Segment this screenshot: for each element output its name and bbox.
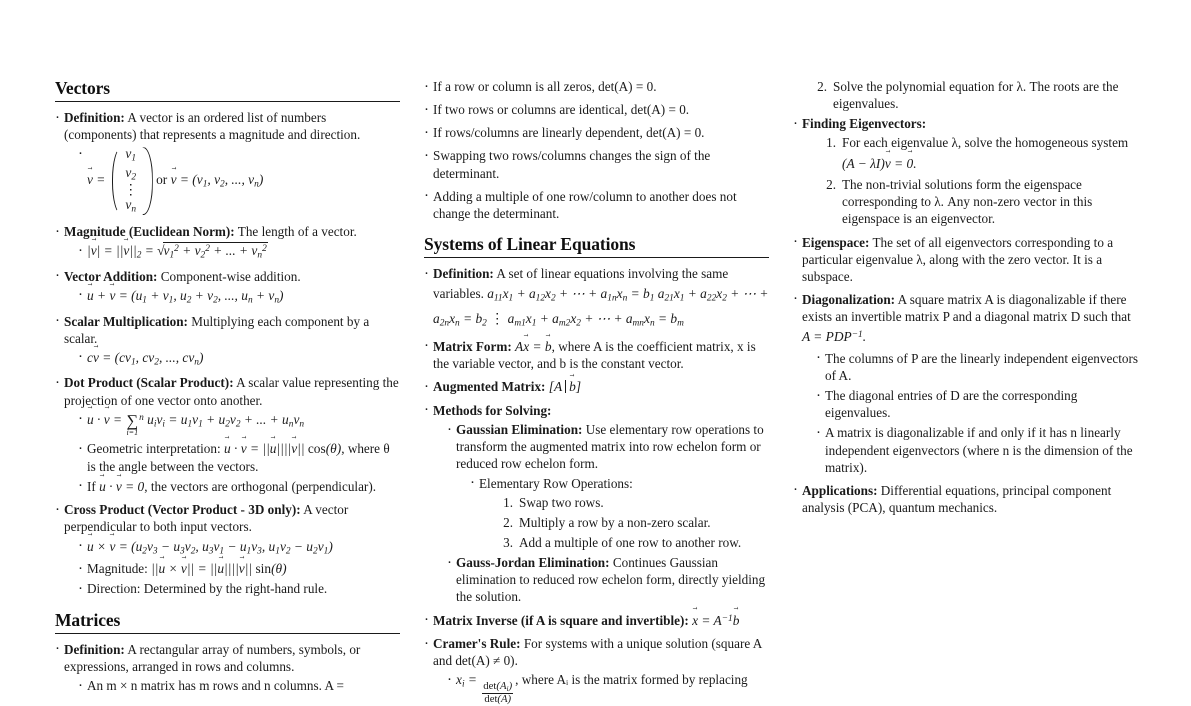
item-label: Augmented Matrix:	[433, 379, 546, 395]
math-augmented-matrix: [A b →]	[549, 379, 581, 394]
list-item-scalar-multiplication	[55, 313, 400, 369]
cramers-formula-list	[433, 671, 769, 706]
list-item-matrix-form	[424, 338, 769, 373]
list-item-augmented-matrix	[424, 378, 769, 395]
math-orthogonality-condition: u → · v → = 0	[99, 479, 144, 494]
list-item-cross-magnitude	[78, 560, 400, 577]
cramer-suffix: , where Aᵢ is the matrix formed by replacing	[515, 672, 748, 688]
list-item-cramers-rule	[424, 635, 769, 706]
math-vector-addition: u → + v → = ($u_1 + v_1$, $u_2 + v_2$, ..., $u_n + v_n$)	[87, 288, 283, 303]
math-euclidean-norm: |v →| = $||v \to||_2 = √v_1^2 + v_2^2$ + ... + $v_n^2$	[87, 243, 268, 258]
column-vector-matrix: $v_1$ $v_2$ ⋮ $v_n$	[111, 145, 151, 217]
list-item-det-property: · If two rows or columns are identical, det(A) = 0.	[424, 101, 769, 118]
heading-rule	[55, 633, 400, 634]
eigenvalue-steps-continued	[793, 78, 1138, 112]
list-item-vector-addition	[55, 268, 400, 307]
scalar-mult-formula-list	[64, 349, 400, 369]
item-text: The length of a vector.	[237, 224, 357, 240]
vectors-list	[55, 109, 400, 598]
matrices-list	[55, 641, 400, 694]
orthogonal-prefix: If	[87, 478, 96, 494]
item-text: The set of all eigenvectors corresponding to a particular eigenvalue λ, along with the zero vector. It is a subspace.	[802, 234, 1114, 284]
heading-rule	[55, 101, 400, 102]
item-text: A square matrix A is diagonalizable if there exists an invertible matrix P and a diagonal matrix D such that	[802, 291, 1131, 325]
math-cramer-xi: $x_i$ = $\frac{\det(A_i)}{\det(A)}$	[456, 672, 513, 706]
item-label: Eigenspace:	[802, 234, 870, 250]
list-item-det-property: · If rows/columns are linearly dependent, det(A) = 0.	[424, 124, 769, 141]
list-item-diagonalization	[793, 291, 1138, 476]
item-label: Applications:	[802, 482, 878, 498]
list-item-det-property: · Swapping two rows/columns changes the sign of the determinant.	[424, 147, 769, 181]
vector-notation-list	[64, 145, 400, 217]
eigenvector-steps	[802, 134, 1138, 227]
vector-addition-formula-list	[64, 287, 400, 307]
magnitude-label: Magnitude:	[87, 561, 148, 577]
column-2	[424, 78, 769, 706]
heading-rule	[424, 257, 769, 258]
item-text: A scalar value representing the projection of one vector onto another.	[64, 375, 399, 408]
item-text: Differential equations, principal component analysis (PCA), quantum mechanics.	[802, 482, 1112, 515]
item-label: Vector Addition:	[64, 268, 158, 284]
method-text: Use elementary row operations to transform the augmented matrix into row echelon form or reduced row echelon form.	[456, 422, 764, 472]
item-label: Definition:	[64, 110, 125, 126]
list-item-dot-formula	[78, 411, 400, 438]
solving-methods-list	[433, 421, 769, 606]
math-scalar-multiplication: cv → = ($cv_1$, $cv_2$, ..., $cv_n$)	[87, 350, 203, 365]
step-text: For each eigenvalue λ, solve the homogeneous system	[842, 135, 1129, 151]
math-general-linear-system: $a_{11}x_1 + a_{12}x_2$ + ⋯ + $a_{1n}x_n = b_1$ $a_{21}x_1 + a_{22}x_2$ + ⋯ + $a_{2n}x_n = b_2$ ⋮ $a_{m1}x_1 + a_{m2}x_2$ + ⋯ + $a_{mn}x_n = b_m$	[433, 286, 769, 329]
item-label: Scalar Multiplication:	[64, 313, 188, 329]
method-text: Continues Gaussian elimination to reduced row echelon form, directly yielding the solution.	[456, 555, 766, 605]
list-item-cramer-formula-clipped	[447, 671, 769, 706]
list-item-vector-notation	[78, 145, 400, 217]
math-cross-product: u → × v → = ($u_2v_3 - u_3v_2$, $u_3v_1 - u_1v_3$, $u_1v_2 - u_2v_1$)	[87, 539, 333, 554]
geometric-prefix: Geometric interpretation:	[87, 441, 221, 457]
diagonalization-details-list	[802, 350, 1138, 476]
geometric-suffix: , where θ is the angle between the vectors.	[87, 441, 390, 474]
systems-list	[424, 265, 769, 706]
item-label: Cramer's Rule:	[433, 636, 521, 652]
math-diagonalization-equation: $A = PDP^{-1}$.	[802, 329, 867, 345]
numbered-step	[818, 134, 1138, 172]
numbered-step: Swap two rows.	[519, 494, 604, 510]
list-item-scalar-formula	[78, 349, 400, 369]
column-3	[793, 78, 1138, 626]
list-item-orthogonal	[78, 478, 400, 495]
numbered-step: The non-trivial solutions form the eigenspace corresponding to λ. Any non-zero vector in this eigenspace is an eigenvector.	[842, 177, 1093, 227]
list-item-matrix-dimensions-clipped: · An m × n matrix has m rows and n columns. A =	[78, 677, 400, 694]
list-item-cross-product	[55, 501, 400, 597]
list-item-addition-formula	[78, 287, 400, 307]
list-item-matrix-inverse	[424, 612, 769, 629]
column-1	[55, 78, 400, 694]
item-label: Methods for Solving:	[433, 402, 552, 418]
list-item-applications	[793, 482, 1138, 516]
item-text: A vector perpendicular to both input vectors.	[64, 502, 349, 535]
list-item-gaussian-elimination	[447, 421, 769, 551]
item-text: Component-wise addition.	[160, 268, 301, 284]
list-item-det-property: · Adding a multiple of one row/column to another does not change the determinant.	[424, 188, 769, 222]
list-item-magnitude	[55, 223, 400, 262]
list-item-cross-direction: · Direction: Determined by the right-hand rule.	[78, 580, 400, 597]
section-matrices	[55, 610, 400, 695]
list-item-diag-detail: · The columns of P are the linearly independent eigenvectors of A.	[816, 350, 1138, 384]
item-text: Multiplying each component by a scalar.	[64, 313, 370, 346]
math-matrix-form: Ax → = b →	[515, 339, 552, 354]
dot-product-detail-list	[64, 411, 400, 496]
elementary-row-operations-list	[456, 475, 769, 552]
item-text: A vector is an ordered list of numbers (components) that represents a magnitude and direction.	[64, 110, 361, 143]
item-label: Dot Product (Scalar Product):	[64, 375, 234, 391]
item-label: Definition:	[64, 641, 125, 657]
list-item-dot-product	[55, 374, 400, 495]
list-item-matrix-definition	[55, 641, 400, 694]
item-text: A set of linear equations involving the same variables.	[433, 266, 729, 302]
method-label: Gaussian Elimination:	[456, 422, 583, 438]
list-item-geometric-interpretation	[78, 440, 400, 475]
item-label: Magnitude (Euclidean Norm):	[64, 224, 235, 240]
section-heading-vectors: Vectors	[55, 78, 111, 98]
math-dot-product: u → · v → = ∑ i=1 $^n$ $u_iv_i = u_1v_1 + u_2v_2$ + ... + $u_nv_n$	[87, 412, 304, 427]
three-column-layout	[55, 78, 1138, 706]
numbered-step: Multiply a row by a non-zero scalar.	[519, 514, 711, 530]
item-label: Cross Product (Vector Product - 3D only):	[64, 502, 301, 518]
orthogonal-suffix: , the vectors are orthogonal (perpendicular).	[144, 478, 377, 494]
section-heading-systems: Systems of Linear Equations	[424, 234, 636, 255]
numbered-step: Add a multiple of one row to another row.	[519, 534, 742, 550]
list-item-definition	[55, 109, 400, 217]
magnitude-formula-list	[64, 242, 400, 262]
section-systems-of-linear-equations	[424, 234, 769, 706]
cross-product-detail-list	[64, 538, 400, 598]
item-label: Diagonalization:	[802, 291, 896, 307]
matrix-dimension-list	[64, 677, 400, 694]
eigen-topics-list	[793, 115, 1138, 516]
numbered-step: Solve the polynomial equation for λ. The roots are the eigenvalues.	[833, 79, 1119, 112]
list-item-diag-detail: · The diagonal entries of D are the corresponding eigenvalues.	[816, 387, 1138, 421]
list-item-magnitude-formula	[78, 242, 400, 262]
section-vectors	[55, 78, 400, 598]
sub-label: Elementary Row Operations:	[479, 475, 633, 491]
math-dot-geometric: u → · v → = ||u →||||v →|| cos(θ)	[224, 441, 341, 456]
list-item-det-property: · If a row or column is all zeros, det(A) = 0.	[424, 78, 769, 95]
list-item-eigenspace	[793, 234, 1138, 285]
item-label: Definition:	[433, 266, 494, 282]
item-text: A rectangular array of numbers, symbols, or expressions, arranged in rows and columns.	[64, 641, 361, 674]
row-operation-steps	[479, 494, 769, 551]
method-label: Gauss-Jordan Elimination:	[456, 555, 610, 571]
math-cross-magnitude: ||u → × v →|| = ||u →||||v →|| sin(θ)	[151, 561, 286, 576]
math-vector-column-form: v → = $v_1$ $v_2$ ⋮ $v_n$ or v → = ($v_1$, $v_2$, ..., $v_n$)	[87, 172, 263, 187]
item-label: Matrix Inverse (if A is square and invertible):	[433, 612, 689, 628]
list-item-systems-definition	[424, 265, 769, 332]
list-item-diag-detail: · A matrix is diagonalizable if and only if it has n linearly independent eigenvectors (where n is the dimension of the matrix).	[816, 424, 1138, 475]
list-item-finding-eigenvectors	[793, 115, 1138, 227]
math-eigen-homogeneous-system: (A − λI)v → = 0 →.	[842, 155, 1138, 172]
item-label: Finding Eigenvectors:	[802, 116, 927, 132]
determinant-properties-list	[424, 78, 769, 222]
section-heading-matrices: Matrices	[55, 609, 121, 630]
math-inverse-solution: x → = $A^{-1}b$ →	[692, 613, 739, 628]
list-item-gauss-jordan	[447, 554, 769, 605]
item-label: Matrix Form:	[433, 338, 512, 354]
list-item-elementary-row-ops	[470, 475, 769, 552]
item-text: For systems with a unique solution (square A and det(A) ≠ 0).	[433, 636, 762, 669]
item-text: , where A is the coefficient matrix, x is the variable vector, and b is the constant vector.	[433, 338, 756, 372]
list-item-methods-for-solving	[424, 402, 769, 606]
